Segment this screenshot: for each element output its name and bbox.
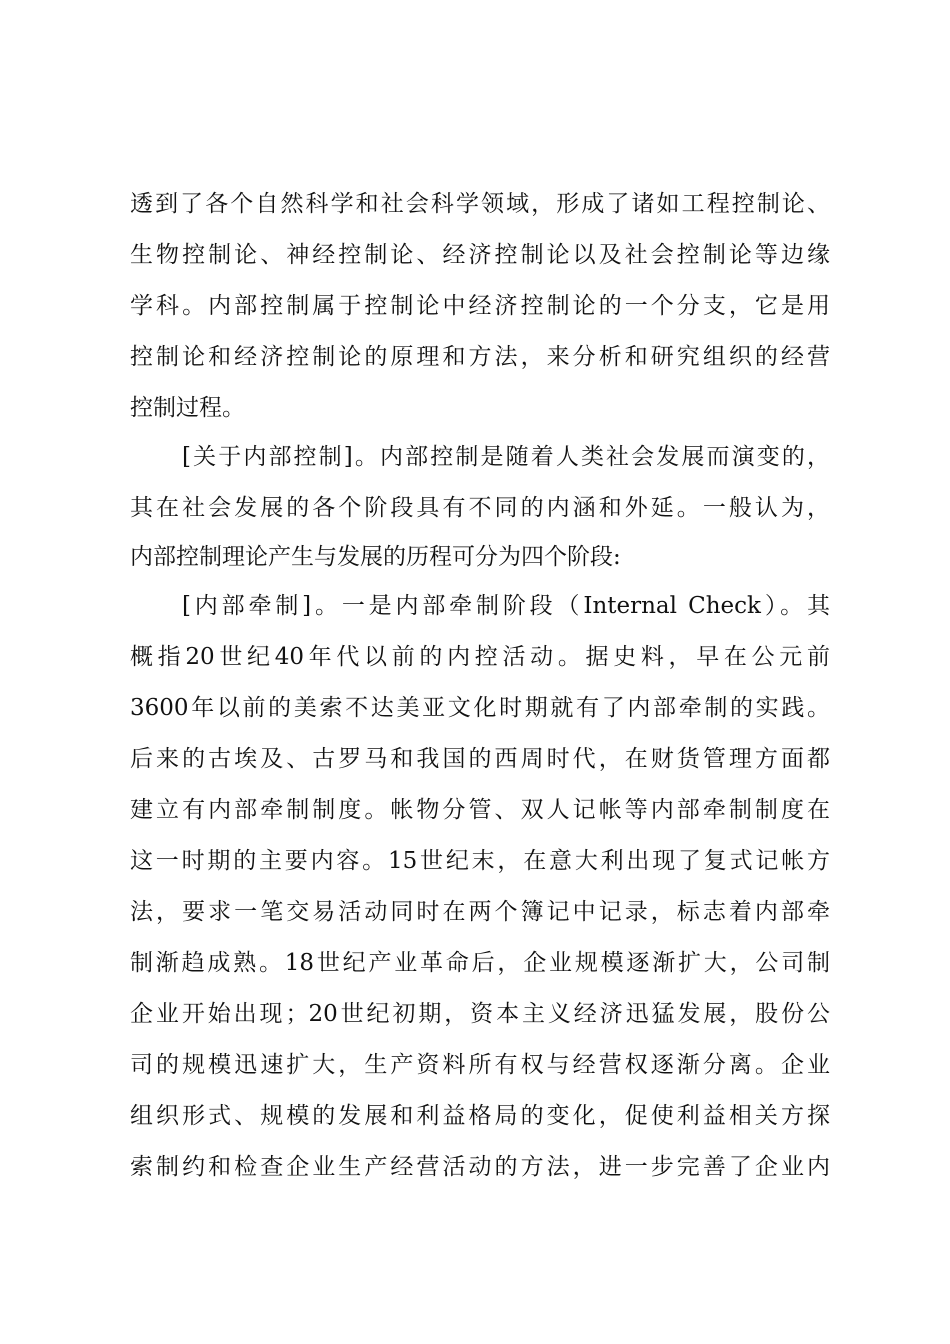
text-line: 透到了各个自然科学和社会科学领域，形成了诸如工程控制论、 [130, 191, 830, 217]
text-line: 3600年以前的美索不达美亚文化时期就有了内部牵制的实践。 [130, 695, 830, 721]
text-line: 其在社会发展的各个阶段具有不同的内涵和外延。一般认为， [130, 495, 830, 521]
text-line: 这一时期的主要内容。15世纪末，在意大利出现了复式记帐方 [130, 848, 830, 874]
text-line: 索制约和检查企业生产经营活动的方法，进一步完善了企业内 [130, 1154, 830, 1180]
text-line: 司的规模迅速扩大，生产资料所有权与经营权逐渐分离。企业 [130, 1052, 830, 1078]
text-line: 概指20世纪40年代以前的内控活动。据史料，早在公元前 [130, 644, 830, 670]
text-line: 控制过程。 [130, 395, 245, 421]
text-line: 生物控制论、神经控制论、经济控制论以及社会控制论等边缘 [130, 242, 830, 268]
text-line: 控制论和经济控制论的原理和方法，来分析和研究组织的经营 [130, 344, 830, 370]
text-line: 法，要求一笔交易活动同时在两个簿记中记录，标志着内部牵 [130, 899, 830, 925]
text-line: 建立有内部牵制制度。帐物分管、双人记帐等内部牵制制度在 [130, 797, 830, 823]
text-line: 组织形式、规模的发展和利益格局的变化，促使利益相关方探 [130, 1103, 830, 1129]
text-line: 后来的古埃及、古罗马和我国的西周时代，在财货管理方面都 [130, 746, 830, 772]
text-line: 制渐趋成熟。18世纪产业革命后，企业规模逐渐扩大，公司制 [130, 950, 830, 976]
text-line: 企业开始出现；20世纪初期，资本主义经济迅猛发展，股份公 [130, 1001, 830, 1027]
text-line: 内部控制理论产生与发展的历程可分为四个阶段: [130, 544, 621, 570]
paragraph-first-line: [关于内部控制]。内部控制是随着人类社会发展而演变的， [182, 444, 830, 470]
paragraph-first-line: [内部牵制]。一是内部牵制阶段（Internal Check）。其 [182, 593, 830, 619]
text-line: 学科。内部控制属于控制论中经济控制论的一个分支，它是用 [130, 293, 830, 319]
